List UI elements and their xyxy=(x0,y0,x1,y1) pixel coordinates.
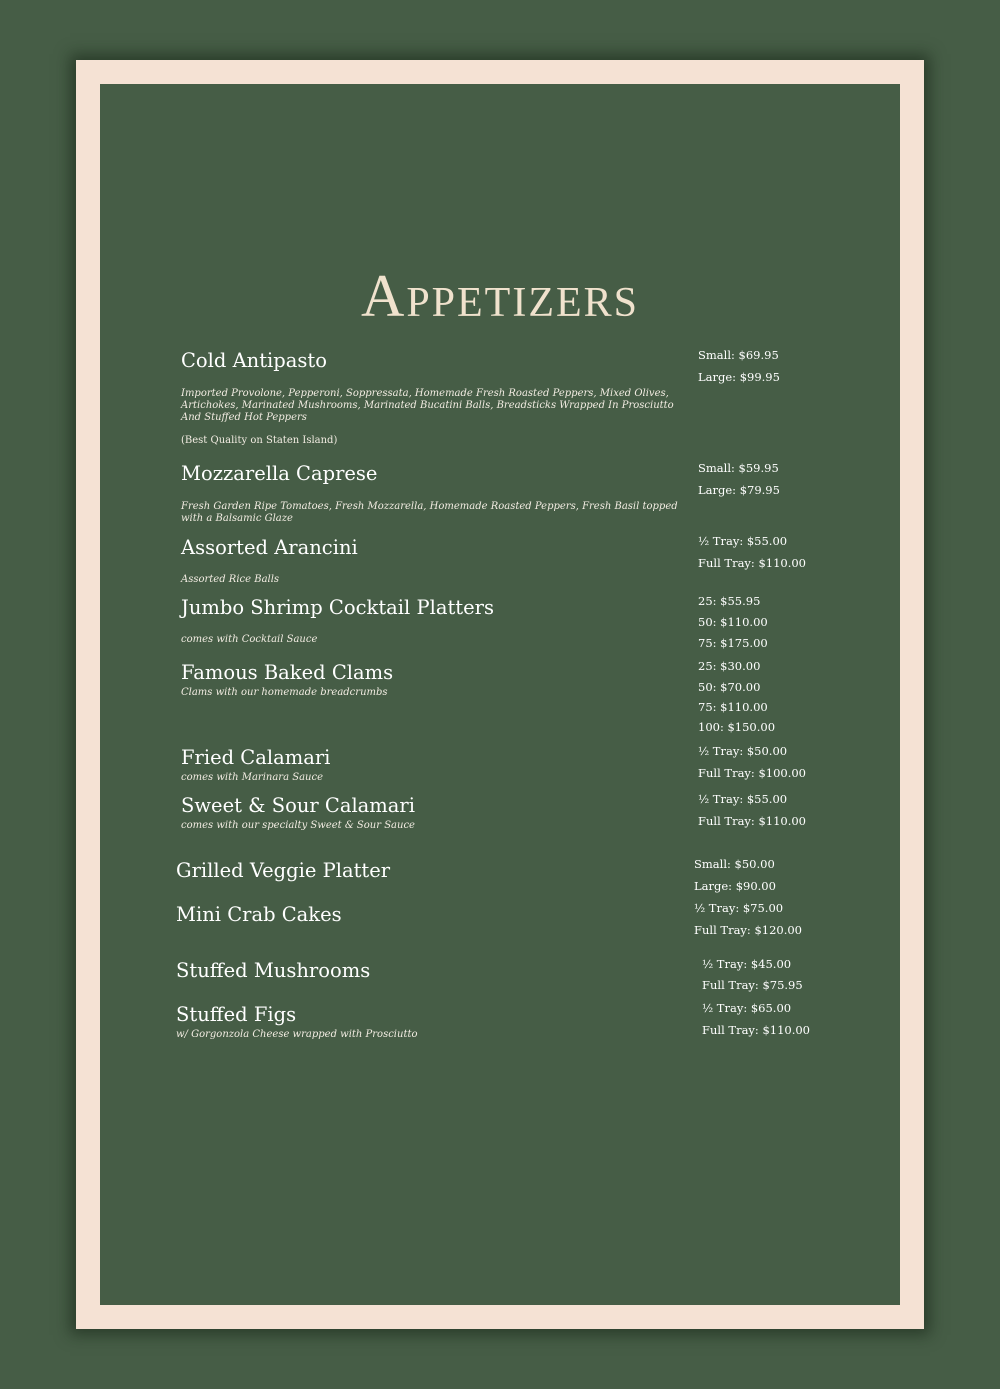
item-name-stuffed-mushrooms: Stuffed Mushrooms xyxy=(176,959,371,982)
price-fried-calamari-half: ½ Tray: $50.00 xyxy=(698,744,788,758)
price-grilled-veggie-small: Small: $50.00 xyxy=(694,857,775,871)
price-shrimp-25: 25: $55.95 xyxy=(698,594,761,608)
item-description-sweet-sour-calamari: comes with our specialty Sweet & Sour Sauce xyxy=(181,820,415,831)
price-stuffed-mushrooms-full: Full Tray: $75.95 xyxy=(702,978,803,992)
item-description-famous-baked-clams: Clams with our homemade breadcrumbs xyxy=(181,687,388,698)
item-description-mozzarella-caprese: Fresh Garden Ripe Tomatoes, Fresh Mozzarella, Homemade Roasted Peppers, Fresh Basil topped with a Balsamic Glaze xyxy=(181,501,678,524)
item-name-jumbo-shrimp-cocktail: Jumbo Shrimp Cocktail Platters xyxy=(181,596,494,619)
price-clams-75: 75: $110.00 xyxy=(698,700,768,714)
item-name-fried-calamari: Fried Calamari xyxy=(181,746,331,769)
price-clams-50: 50: $70.00 xyxy=(698,680,761,694)
item-name-assorted-arancini: Assorted Arancini xyxy=(181,536,358,559)
price-assorted-arancini-half: ½ Tray: $55.00 xyxy=(698,534,788,548)
item-name-stuffed-figs: Stuffed Figs xyxy=(176,1003,297,1026)
item-name-grilled-veggie-platter: Grilled Veggie Platter xyxy=(176,859,391,882)
price-clams-25: 25: $30.00 xyxy=(698,659,761,673)
price-crab-cakes-half: ½ Tray: $75.00 xyxy=(694,901,784,915)
item-name-sweet-sour-calamari: Sweet & Sour Calamari xyxy=(181,794,415,817)
price-shrimp-75: 75: $175.00 xyxy=(698,636,768,650)
price-cold-antipasto-large: Large: $99.95 xyxy=(698,370,780,384)
price-mozzarella-caprese-small: Small: $59.95 xyxy=(698,461,779,475)
item-name-famous-baked-clams: Famous Baked Clams xyxy=(181,661,394,684)
item-description-cold-antipasto: Imported Provolone, Pepperoni, Soppressata, Homemade Fresh Roasted Peppers, Mixed Olives, Artichokes, Marinated Mushrooms, Marinated Bucatini Balls, Breadsticks Wrapped In Prosciutto And Stuffed Hot Peppers xyxy=(181,388,674,423)
price-fried-calamari-full: Full Tray: $100.00 xyxy=(698,766,807,780)
price-mozzarella-caprese-large: Large: $79.95 xyxy=(698,483,780,497)
item-description-assorted-arancini: Assorted Rice Balls xyxy=(181,574,280,585)
item-note-cold-antipasto: (Best Quality on Staten Island) xyxy=(181,435,338,446)
menu-title: Appetizers xyxy=(360,263,640,329)
item-name-mini-crab-cakes: Mini Crab Cakes xyxy=(176,903,342,926)
price-sweet-sour-calamari-full: Full Tray: $110.00 xyxy=(698,814,807,828)
price-cold-antipasto-small: Small: $69.95 xyxy=(698,348,779,362)
price-grilled-veggie-large: Large: $90.00 xyxy=(694,879,776,893)
price-shrimp-50: 50: $110.00 xyxy=(698,615,768,629)
price-stuffed-mushrooms-half: ½ Tray: $45.00 xyxy=(702,957,792,971)
item-description-jumbo-shrimp-cocktail: comes with Cocktail Sauce xyxy=(181,634,318,645)
price-assorted-arancini-full: Full Tray: $110.00 xyxy=(698,556,807,570)
price-stuffed-figs-half: ½ Tray: $65.00 xyxy=(702,1001,792,1015)
item-name-cold-antipasto: Cold Antipasto xyxy=(181,349,327,372)
item-description-stuffed-figs: w/ Gorgonzola Cheese wrapped with Prosciutto xyxy=(176,1029,418,1040)
item-name-mozzarella-caprese: Mozzarella Caprese xyxy=(181,462,378,485)
price-crab-cakes-full: Full Tray: $120.00 xyxy=(694,923,803,937)
price-clams-100: 100: $150.00 xyxy=(698,720,776,734)
item-description-fried-calamari: comes with Marinara Sauce xyxy=(181,772,324,783)
price-sweet-sour-calamari-half: ½ Tray: $55.00 xyxy=(698,792,788,806)
price-stuffed-figs-full: Full Tray: $110.00 xyxy=(702,1023,811,1037)
